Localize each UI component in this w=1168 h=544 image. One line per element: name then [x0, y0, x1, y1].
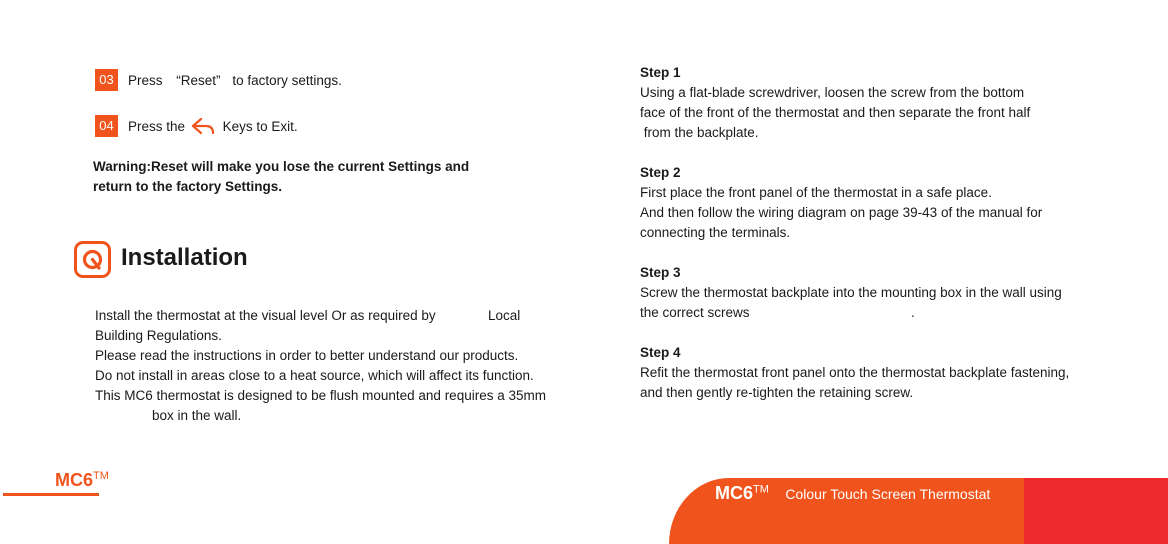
footer-left-underline [3, 493, 99, 496]
install-line-6: box in the wall. [152, 408, 242, 423]
back-arrow-icon [191, 116, 217, 136]
step-03-pre: Press [128, 73, 163, 88]
footer-left-brand-text: MC6 [55, 470, 94, 490]
install-local: Local [488, 308, 521, 323]
step-4-line-2: and then gently re-tighten the retaining screw. [640, 385, 914, 400]
step-04-text [128, 116, 298, 137]
step-1-line-2: face of the front of the thermostat and then separate the front half [640, 105, 1031, 120]
step-1-line-1: Using a flat-blade screwdriver, loosen the screw from the bottom [640, 85, 1025, 100]
step-04-pre: Press the [128, 119, 186, 134]
step-3-line-1: Screw the thermostat backplate into the mounting box in the wall using [640, 285, 1062, 300]
install-line-3: Please read the instructions in order to better understand our products. [95, 348, 519, 363]
step-2-line-2: And then follow the wiring diagram on page 39-43 of the manual for [640, 205, 1043, 220]
install-line-4: Do not install in areas close to a heat source, which will affect its function. [95, 368, 534, 383]
footer-left-tm: TM [93, 470, 109, 482]
step-3-title: Step 3 [640, 265, 681, 280]
step-03-badge: 03 [95, 69, 118, 91]
footer-right-brand [715, 483, 990, 504]
step-03-post: to factory settings. [232, 73, 342, 88]
footer-right-brand-text: MC6 [715, 483, 754, 503]
install-line-5: This MC6 thermostat is designed to be flush mounted and requires a 35mm [95, 388, 546, 403]
install-line-1: Install the thermostat at the visual level Or as required by [95, 308, 436, 323]
warning-line-1: Warning:Reset will make you lose the current Settings and [93, 159, 470, 174]
installation-logo-icon [74, 241, 111, 278]
step-4-title: Step 4 [640, 345, 681, 360]
step-2-line-1: First place the front panel of the thermostat in a safe place. [640, 185, 992, 200]
step-1-line-3: from the backplate. [640, 125, 759, 140]
footer-right-tm: TM [753, 483, 769, 496]
installation-title: Installation [121, 244, 248, 271]
footer-red-band [1024, 478, 1168, 544]
step-1-title: Step 1 [640, 65, 681, 80]
step-04-post: Keys to Exit. [222, 119, 298, 134]
step-04-badge: 04 [95, 115, 118, 137]
step-03-quote: “Reset” [176, 73, 221, 88]
footer-right-subtitle: Colour Touch Screen Thermostat [785, 486, 991, 502]
footer-left-brand [55, 470, 109, 491]
step-4-line-1: Refit the thermostat front panel onto the thermostat backplate fastening, [640, 365, 1070, 380]
warning-line-2: return to the factory Settings. [93, 179, 283, 194]
install-line-2: Building Regulations. [95, 328, 222, 343]
step-3-line-2: the correct screws [640, 305, 750, 320]
step-2-line-3: connecting the terminals. [640, 225, 791, 240]
step-03-text [128, 71, 342, 91]
step-3-trailing-dot: . [911, 305, 915, 320]
step-2-title: Step 2 [640, 165, 681, 180]
